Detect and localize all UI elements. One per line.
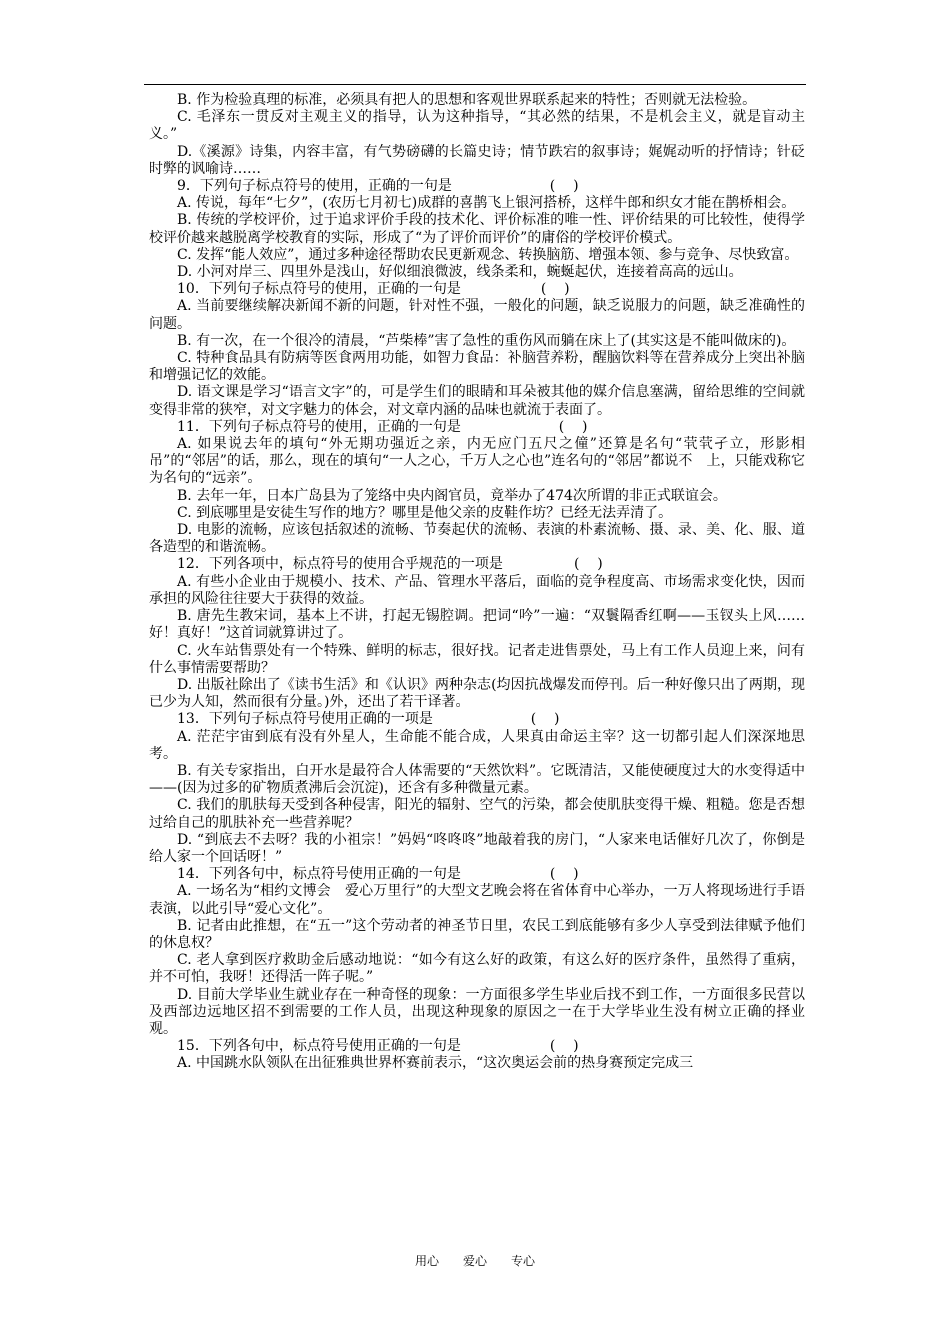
answer-option: C. 老人拿到医疗救助金后感动地说：“如今有这么好的政策，有这么好的医疗条件，虽然得了重病，并不可怕，我呀！还得活一阵子呢。” bbox=[149, 952, 805, 986]
answer-option: D. 出版社除出了《读书生活》和《认识》两种杂志(均因抗战爆发而停刊。后一种好像只出了两期，现已少为人知，然而很有分量。)外，还出了若干译著。 bbox=[149, 676, 805, 711]
answer-option: A. 中国跳水队领队在出征雅典世界杯赛前表示，“这次奥运会前的热身赛预定完成三 bbox=[177, 1055, 694, 1072]
answer-option: C. 火车站售票处有一个特殊、鲜明的标志，很好找。记者走进售票处，马上有工作人员迎上来，问有什么事情需要帮助？ bbox=[149, 642, 805, 676]
answer-option: B. 传统的学校评价，过于追求评价手段的技术化、评价标准的唯一性、评价结果的可比较性，使得学校评价越来越脱离学校教育的实际，形成了“为了评价而评价”的庸俗的学校评价模式。 bbox=[149, 212, 805, 246]
answer-option: B. 记者由此推想，在“五一”这个劳动者的神圣节日里，农民工到底能够有多少人享受到法律赋予他们的休息权？ bbox=[149, 917, 805, 951]
answer-option: A. 一场名为“相约文博会 爱心万里行”的大型文艺晚会将在省体育中心举办，一万人将现场进行手语表演，以此引导“爱心文化”。 bbox=[149, 883, 805, 917]
answer-option: D.《溪源》诗集，内容丰富，有气势磅礴的长篇史诗；情节跌宕的叙事诗；娓娓动听的抒情诗；针砭时弊的讽喻诗…… bbox=[149, 143, 805, 177]
question-stem: 11．下列句子标点符号的使用，正确的一句是 ( ) bbox=[177, 418, 588, 435]
answer-option: C. 毛泽东一贯反对主观主义的指导，认为这种指导，“其必然的结果，不是机会主义，就是盲动主义。” bbox=[149, 109, 805, 143]
answer-option: D. 目前大学毕业生就业存在一种奇怪的现象：一方面很多学生毕业后找不到工作，一方面很多民营以及西部边远地区招不到需要的工作人员，出现这种现象的原因之一在于大学毕业生没有树立正确的择业观。 bbox=[149, 986, 805, 1037]
answer-option: A. 如果说去年的填句“外无期功强近之亲，内无应门五尺之僮”还算是名句“茕茕孑立，形影相吊”的“邻居”的话，那么，现在的填句“一人之心，千万人之心也”连名句的“邻居”都说不 上，只能戏称它为名句的“远亲”。 bbox=[149, 436, 805, 487]
answer-option: B. 有关专家指出，白开水是最符合人体需要的“天然饮料”。它既清洁，又能使硬度过大的水变得适中——(因为过多的矿物质煮沸后会沉淀)，还含有多种微量元素。 bbox=[149, 762, 805, 797]
answer-option: B. 唐先生教宋词，基本上不讲，打起无锡腔调。把词“吟”一遍：“双鬟隔香红啊——玉钗头上风……好！真好！”这首词就算讲过了。 bbox=[149, 608, 805, 642]
answer-option: D. 小河对岸三、四里外是浅山，好似细浪微波，线条柔和，蜿蜒起伏，连接着高高的远山。 bbox=[177, 264, 743, 281]
answer-option: D. 电影的流畅，应该包括叙述的流畅、节奏起伏的流畅、表演的朴素流畅、摄、录、美、化、服、道各造型的和谐流畅。 bbox=[149, 522, 805, 556]
answer-option: A. 茫茫宇宙到底有没有外星人，生命能不能合成，人果真由命运主宰？这一切都引起人们深深地思考。 bbox=[149, 728, 805, 762]
header-rule bbox=[144, 84, 806, 85]
document-body bbox=[149, 92, 805, 1073]
question-stem: 10．下列句子标点符号的使用，正确的一句是 ( ) bbox=[177, 281, 570, 298]
answer-option: D. “到底去不去呀？我的小祖宗！”妈妈“咚咚咚”地敲着我的房门，“人家来电话催好几次了，你倒是给人家一个回话呀！” bbox=[149, 831, 805, 865]
answer-option: A. 传说，每年“七夕”，(农历七月初七)成群的喜鹊飞上银河搭桥，这样牛郎和织女才能在鹊桥相会。 bbox=[177, 195, 796, 212]
answer-option: C. 特种食品具有防病等医食两用功能，如智力食品：补脑营养粉，醒脑饮料等在营养成分上突出补脑和增强记忆的效能。 bbox=[149, 350, 805, 384]
question-stem: 13．下列句子标点符号使用正确的一项是 ( ) bbox=[177, 711, 560, 728]
answer-option: C. 我们的肌肤每天受到各种侵害，阳光的辐射、空气的污染，都会使肌肤变得干燥、粗糙。您是否想过给自己的肌肤补充一些营养呢？ bbox=[149, 797, 805, 831]
answer-option: B. 有一次，在一个很冷的清晨，“芦柴棒”害了急性的重伤风而躺在床上了(其实这是不能叫做床的)。 bbox=[177, 332, 796, 349]
question-stem: 9．下列句子标点符号的使用，正确的一句是 ( ) bbox=[177, 178, 579, 195]
answer-option: A. 当前要继续解决新闻不新的问题，针对性不强，一般化的问题，缺乏说服力的问题，缺乏准确性的问题。 bbox=[149, 298, 805, 332]
question-stem: 14．下列各句中，标点符号使用正确的一句是 ( ) bbox=[177, 866, 579, 883]
page-footer: 用心 爱心 专心 bbox=[414, 1254, 535, 1268]
answer-option: C. 发挥“能人效应”，通过多种途径帮助农民更新观念、转换脑筋、增强本领、参与竞争、尽快致富。 bbox=[177, 246, 799, 263]
answer-option: B. 作为检验真理的标准，必须具有把人的思想和客观世界联系起来的特性；否则就无法检验。 bbox=[177, 92, 757, 108]
answer-option: C. 到底哪里是安徒生写作的地方？哪里是他父亲的皮鞋作坊？已经无法弄清了。 bbox=[177, 504, 673, 521]
question-stem: 12．下列各项中，标点符号的使用合乎规范的一项是 ( ) bbox=[177, 556, 603, 573]
question-stem: 15．下列各句中，标点符号使用正确的一句是 ( ) bbox=[177, 1038, 579, 1055]
answer-option: B. 去年一年，日本广岛县为了笼络中央内阁官员，竟举办了474次所谓的非正式联谊会。 bbox=[177, 487, 727, 504]
answer-option: D. 语文课是学习“语言文字”的，可是学生们的眼睛和耳朵被其他的媒介信息塞满，留给思维的空间就变得非常的狭窄，对文字魅力的体会，对文章内涵的品味也就流于表面了。 bbox=[149, 384, 805, 418]
answer-option: A. 有些小企业由于规模小、技术、产品、管理水平落后，面临的竞争程度高、市场需求变化快，因而承担的风险往往要大于获得的效益。 bbox=[149, 573, 805, 607]
